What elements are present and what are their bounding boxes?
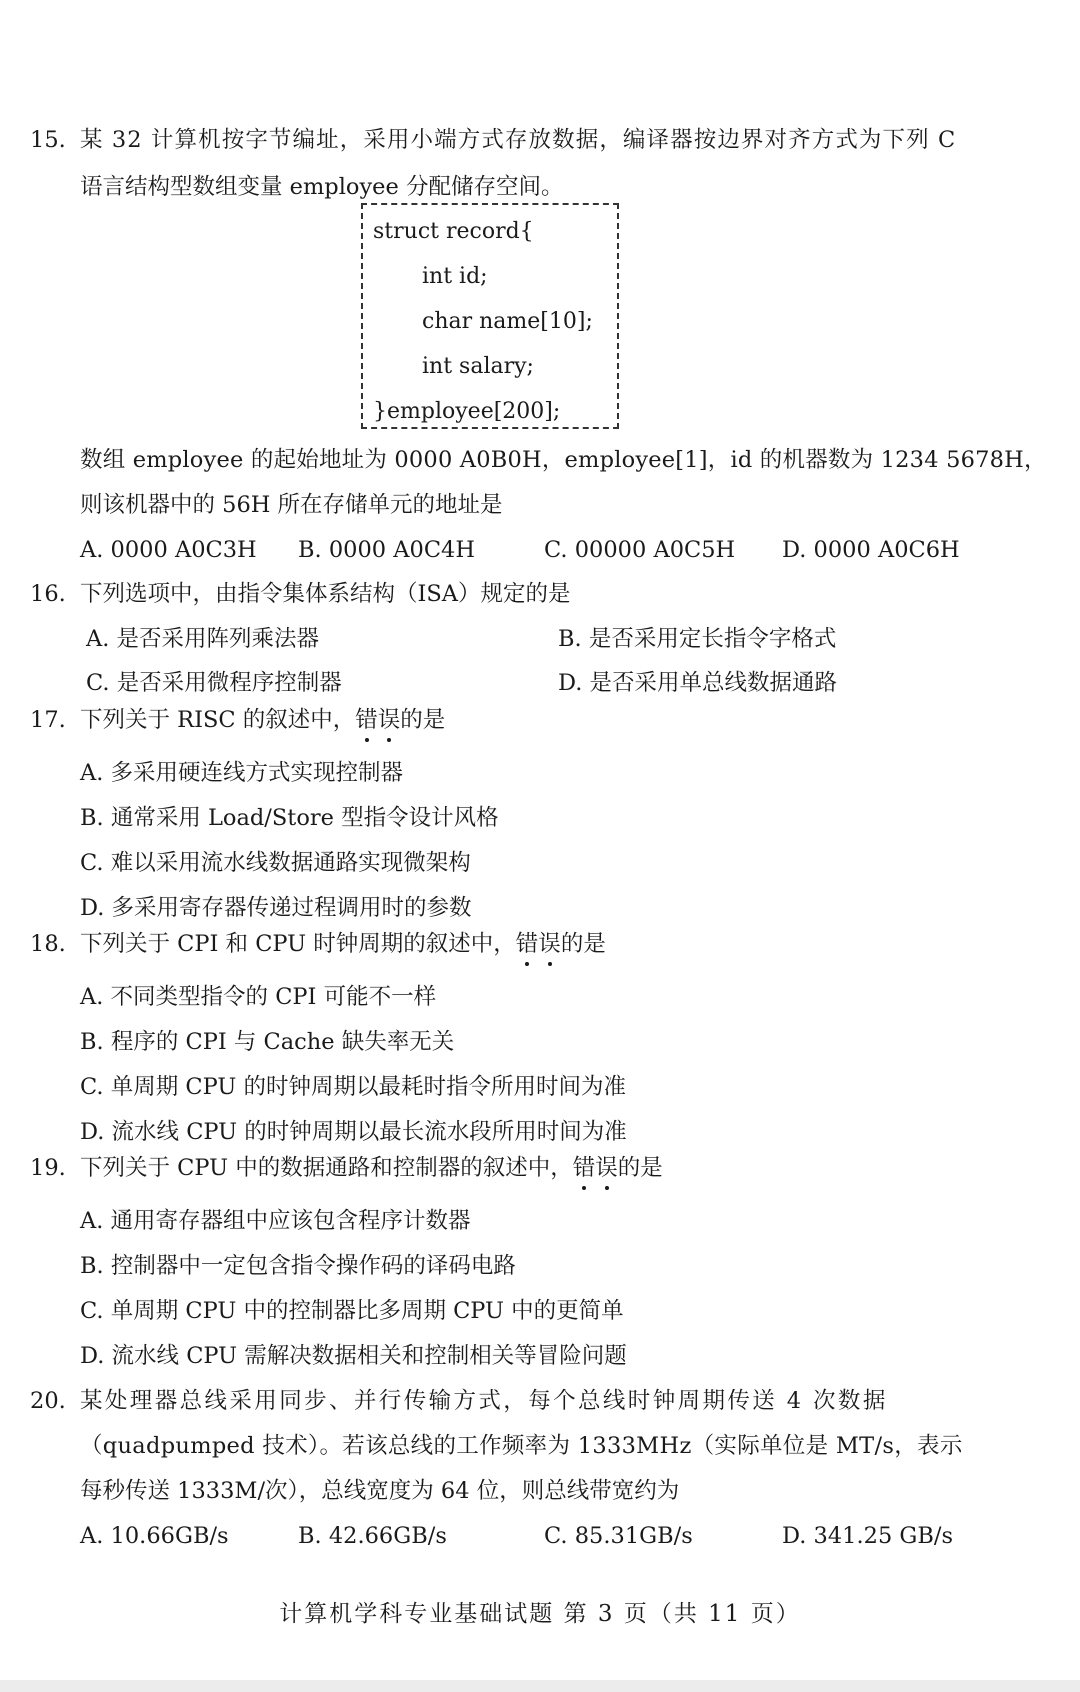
- bottom-edge-shade: [0, 1680, 1080, 1692]
- q15-stem-line1: 某 32 计算机按字节编址，采用小端方式存放数据，编译器按边界对齐方式为下列 C: [80, 127, 957, 153]
- q19-stem-end: 的是: [617, 1155, 663, 1181]
- q17-stem-text: 下列关于 RISC 的叙述中，: [80, 707, 356, 733]
- q20-option-b: B. 42.66GB/s: [298, 1523, 447, 1549]
- code-line-1: struct record{: [373, 219, 534, 244]
- q15-option-b: B. 0000 A0C4H: [298, 537, 475, 563]
- q18-emphasis-char: 误: [538, 931, 561, 957]
- q16-number: 16.: [30, 581, 66, 607]
- q15-number: 15.: [30, 127, 66, 153]
- q15-option-a: A. 0000 A0C3H: [80, 537, 257, 563]
- q15-option-c: C. 00000 A0C5H: [544, 537, 736, 563]
- q19-stem-text: 下列关于 CPU 中的数据通路和控制器的叙述中，: [80, 1155, 573, 1181]
- q15-stem-line3: 数组 employee 的起始地址为 0000 A0B0H，employee[1]，id 的机器数为 1234 5678H，: [80, 447, 1047, 473]
- q16-option-a: A. 是否采用阵列乘法器: [86, 626, 320, 652]
- q20-option-d: D. 341.25 GB/s: [782, 1523, 954, 1549]
- q20-stem-line3: 每秒传送 1333M/次），总线宽度为 64 位，则总线带宽约为: [80, 1478, 680, 1504]
- q20-option-a: A. 10.66GB/s: [80, 1523, 229, 1549]
- q19-option-a: A. 通用寄存器组中应该包含程序计数器: [80, 1208, 471, 1234]
- q19-number: 19.: [30, 1155, 66, 1181]
- q19-stem: [80, 1153, 663, 1183]
- q17-emphasis-char: 错: [355, 707, 378, 733]
- q15-stem-line2: 语言结构型数组变量 employee 分配储存空间。: [80, 174, 564, 200]
- q19-option-d: D. 流水线 CPU 需解决数据相关和控制相关等冒险问题: [80, 1343, 627, 1369]
- q18-emphasis-char: 错: [515, 931, 539, 957]
- q16-option-c: C. 是否采用微程序控制器: [86, 670, 342, 696]
- q17-number: 17.: [30, 707, 66, 733]
- code-line-5: }employee[200];: [373, 399, 561, 424]
- q19-emphasis-char: 错: [572, 1155, 596, 1181]
- q20-stem-line1: 某处理器总线采用同步、并行传输方式，每个总线时钟周期传送 4 次数据: [80, 1388, 888, 1414]
- q17-option-d: D. 多采用寄存器传递过程调用时的参数: [80, 895, 472, 921]
- q15-option-d: D. 0000 A0C6H: [782, 537, 960, 563]
- q18-number: 18.: [30, 931, 66, 957]
- code-line-2: int id;: [422, 264, 488, 289]
- q16-option-b: B. 是否采用定长指令字格式: [558, 626, 837, 652]
- q19-emphasis-char: 误: [595, 1155, 618, 1181]
- q18-option-c: C. 单周期 CPU 的时钟周期以最耗时指令所用时间为准: [80, 1074, 626, 1100]
- code-line-4: int salary;: [422, 354, 534, 379]
- q18-option-b: B. 程序的 CPI 与 Cache 缺失率无关: [80, 1029, 455, 1055]
- q15-stem-line4: 则该机器中的 56H 所在存储单元的地址是: [80, 492, 503, 518]
- q18-stem: [80, 929, 606, 959]
- q17-emphasis-char: 误: [377, 707, 401, 733]
- q18-option-d: D. 流水线 CPU 的时钟周期以最长流水段所用时间为准: [80, 1119, 627, 1145]
- q16-option-d: D. 是否采用单总线数据通路: [558, 670, 838, 696]
- code-line-3: char name[10];: [422, 309, 593, 334]
- q20-option-c: C. 85.31GB/s: [544, 1523, 693, 1549]
- q17-stem-end: 的是: [400, 707, 446, 733]
- q17-stem: [80, 705, 445, 735]
- q16-stem: 下列选项中，由指令集体系结构（ISA）规定的是: [80, 581, 571, 607]
- q18-option-a: A. 不同类型指令的 CPI 可能不一样: [80, 984, 437, 1010]
- q20-stem-line2: （quadpumped 技术）。若该总线的工作频率为 1333MHz（实际单位是 MT/s，表示: [80, 1433, 963, 1459]
- q18-stem-end: 的是: [560, 931, 606, 957]
- q17-option-c: C. 难以采用流水线数据通路实现微架构: [80, 850, 471, 876]
- q18-stem-text: 下列关于 CPI 和 CPU 时钟周期的叙述中，: [80, 931, 516, 957]
- q19-option-b: B. 控制器中一定包含指令操作码的译码电路: [80, 1253, 516, 1279]
- page-footer: 计算机学科专业基础试题 第 3 页（共 11 页）: [279, 1601, 801, 1627]
- q20-number: 20.: [30, 1388, 66, 1414]
- q17-option-b: B. 通常采用 Load/Store 型指令设计风格: [80, 805, 499, 831]
- q19-option-c: C. 单周期 CPU 中的控制器比多周期 CPU 中的更简单: [80, 1298, 624, 1324]
- q17-option-a: A. 多采用硬连线方式实现控制器: [80, 760, 404, 786]
